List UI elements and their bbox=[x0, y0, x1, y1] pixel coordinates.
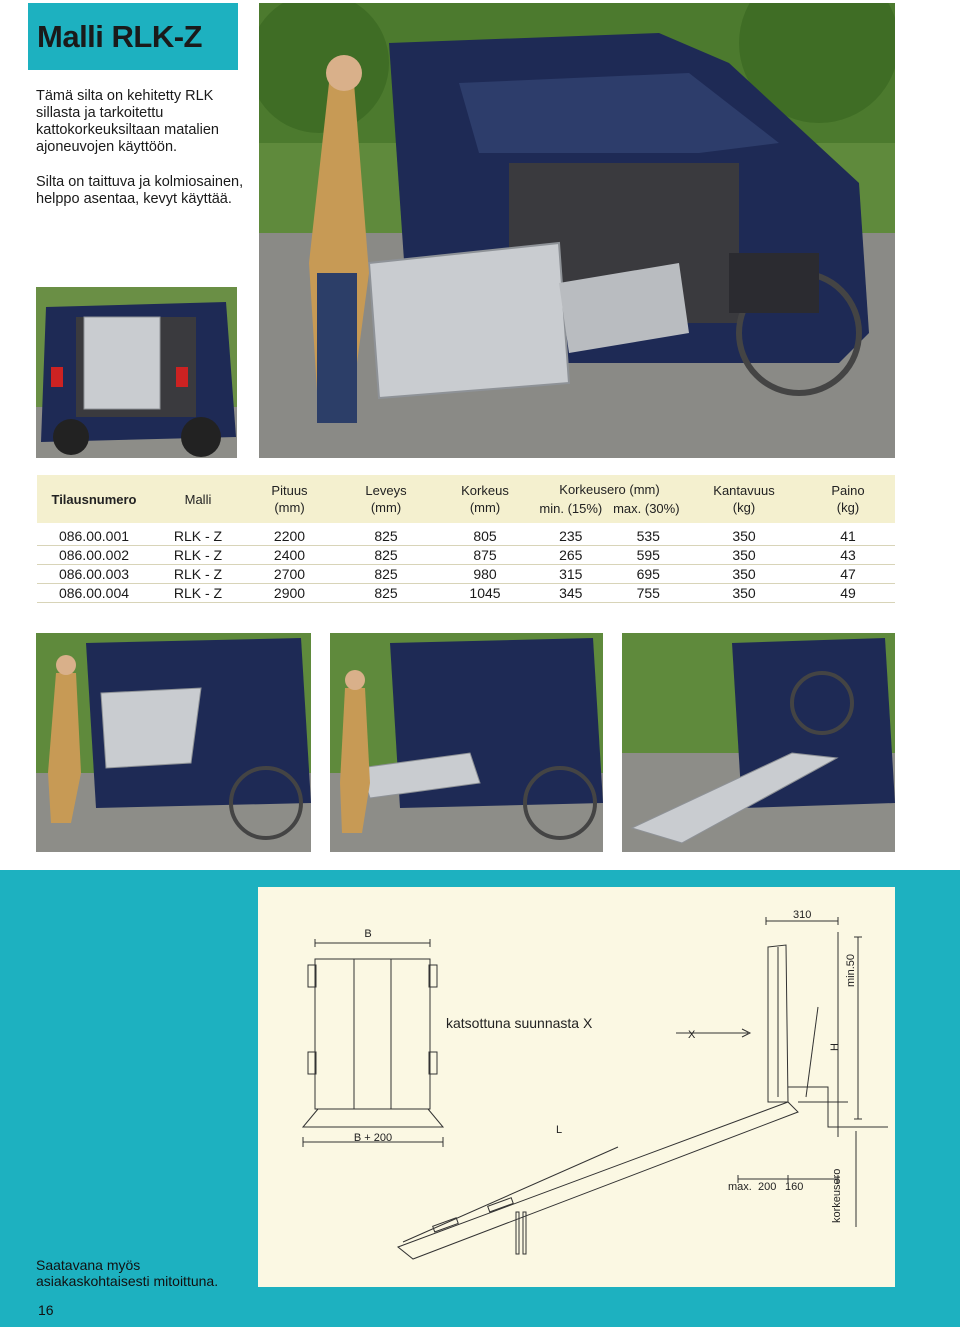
table-header-row bbox=[37, 475, 895, 523]
label-korkeusero: korkeusero bbox=[831, 1168, 843, 1223]
label-min50: min.50 bbox=[845, 953, 857, 987]
ramp-drawing bbox=[258, 887, 895, 1287]
cell-min: 265 bbox=[532, 546, 609, 565]
custom-size-note bbox=[36, 1257, 218, 1289]
cell-weight: 47 bbox=[801, 565, 895, 584]
label-b-200: B + 200 bbox=[353, 1132, 393, 1144]
cell-weight: 43 bbox=[801, 546, 895, 565]
cell-width: 825 bbox=[334, 584, 438, 603]
label-b: B bbox=[364, 928, 372, 940]
cell-min: 315 bbox=[532, 565, 609, 584]
cell-length: 2200 bbox=[245, 527, 334, 546]
main-photo bbox=[259, 3, 895, 458]
label-view-direction: katsottuna suunnasta X bbox=[446, 1015, 593, 1031]
technical-drawing bbox=[258, 887, 895, 1287]
cell-min: 345 bbox=[532, 584, 609, 603]
header-diff-min: min. (15%) bbox=[539, 501, 603, 516]
cell-capacity: 350 bbox=[687, 565, 801, 584]
cell-min: 235 bbox=[532, 527, 609, 546]
table-row bbox=[37, 584, 895, 603]
cell-length: 2900 bbox=[245, 584, 334, 603]
table-row bbox=[37, 527, 895, 546]
cell-order: 086.00.004 bbox=[37, 584, 151, 603]
page-number: 16 bbox=[38, 1302, 54, 1318]
header-width: Leveys (mm) bbox=[334, 475, 438, 523]
cell-width: 825 bbox=[334, 527, 438, 546]
cell-weight: 41 bbox=[801, 527, 895, 546]
cell-order: 086.00.002 bbox=[37, 546, 151, 565]
cell-max: 695 bbox=[609, 565, 687, 584]
title-bar bbox=[28, 3, 238, 70]
header-diff-max: max. (30%) bbox=[613, 501, 680, 516]
cell-max: 595 bbox=[609, 546, 687, 565]
intro-paragraph-2: Silta on taittuva ja kolmiosainen, helppo asentaa, kevyt käyttää. bbox=[36, 174, 244, 207]
header-model: Malli bbox=[151, 475, 245, 523]
header-weight: Paino (kg) bbox=[801, 475, 895, 523]
cell-model: RLK - Z bbox=[151, 527, 245, 546]
intro-paragraph-1: Tämä silta on kehitetty RLK sillasta ja tarkoitettu kattokorkeuksiltaan matalien ajoneuvojen käyttöön. bbox=[36, 88, 219, 155]
table-row bbox=[37, 546, 895, 565]
header-length: Pituus (mm) bbox=[245, 475, 334, 523]
note-line-1: Saatavana myös bbox=[36, 1257, 141, 1273]
cell-order: 086.00.003 bbox=[37, 565, 151, 584]
cell-capacity: 350 bbox=[687, 527, 801, 546]
cell-model: RLK - Z bbox=[151, 584, 245, 603]
cell-width: 825 bbox=[334, 565, 438, 584]
cell-length: 2400 bbox=[245, 546, 334, 565]
intro-text bbox=[36, 88, 246, 226]
note-line-2: asiakaskohtaisesti mitoittuna. bbox=[36, 1273, 219, 1289]
header-capacity: Kantavuus (kg) bbox=[687, 475, 801, 523]
cell-max: 755 bbox=[609, 584, 687, 603]
spec-table bbox=[37, 475, 895, 603]
label-x: X bbox=[688, 1029, 696, 1041]
header-height-difference: Korkeusero (mm) min. (15%) max. (30%) bbox=[532, 475, 687, 523]
header-height: Korkeus (mm) bbox=[438, 475, 532, 523]
cell-height: 980 bbox=[438, 565, 532, 584]
page-title: Malli RLK-Z bbox=[37, 18, 202, 54]
label-l: L bbox=[556, 1124, 563, 1136]
cell-capacity: 350 bbox=[687, 546, 801, 565]
cell-height: 875 bbox=[438, 546, 532, 565]
cell-height: 805 bbox=[438, 527, 532, 546]
label-200: 200 bbox=[758, 1181, 777, 1193]
label-max: max. bbox=[728, 1181, 752, 1193]
step-photo-3 bbox=[622, 633, 895, 852]
header-order: Tilausnumero bbox=[37, 475, 151, 523]
cell-order: 086.00.001 bbox=[37, 527, 151, 546]
cell-capacity: 350 bbox=[687, 584, 801, 603]
cell-model: RLK - Z bbox=[151, 546, 245, 565]
label-160: 160 bbox=[785, 1181, 804, 1193]
cell-length: 2700 bbox=[245, 565, 334, 584]
step-photo-2 bbox=[330, 633, 603, 852]
cell-max: 535 bbox=[609, 527, 687, 546]
cell-width: 825 bbox=[334, 546, 438, 565]
folded-ramp-photo bbox=[36, 287, 237, 458]
cell-height: 1045 bbox=[438, 584, 532, 603]
label-310: 310 bbox=[793, 909, 812, 921]
cell-model: RLK - Z bbox=[151, 565, 245, 584]
cell-weight: 49 bbox=[801, 584, 895, 603]
table-row bbox=[37, 565, 895, 584]
step-photo-1 bbox=[36, 633, 311, 852]
label-h: H bbox=[829, 1043, 841, 1051]
